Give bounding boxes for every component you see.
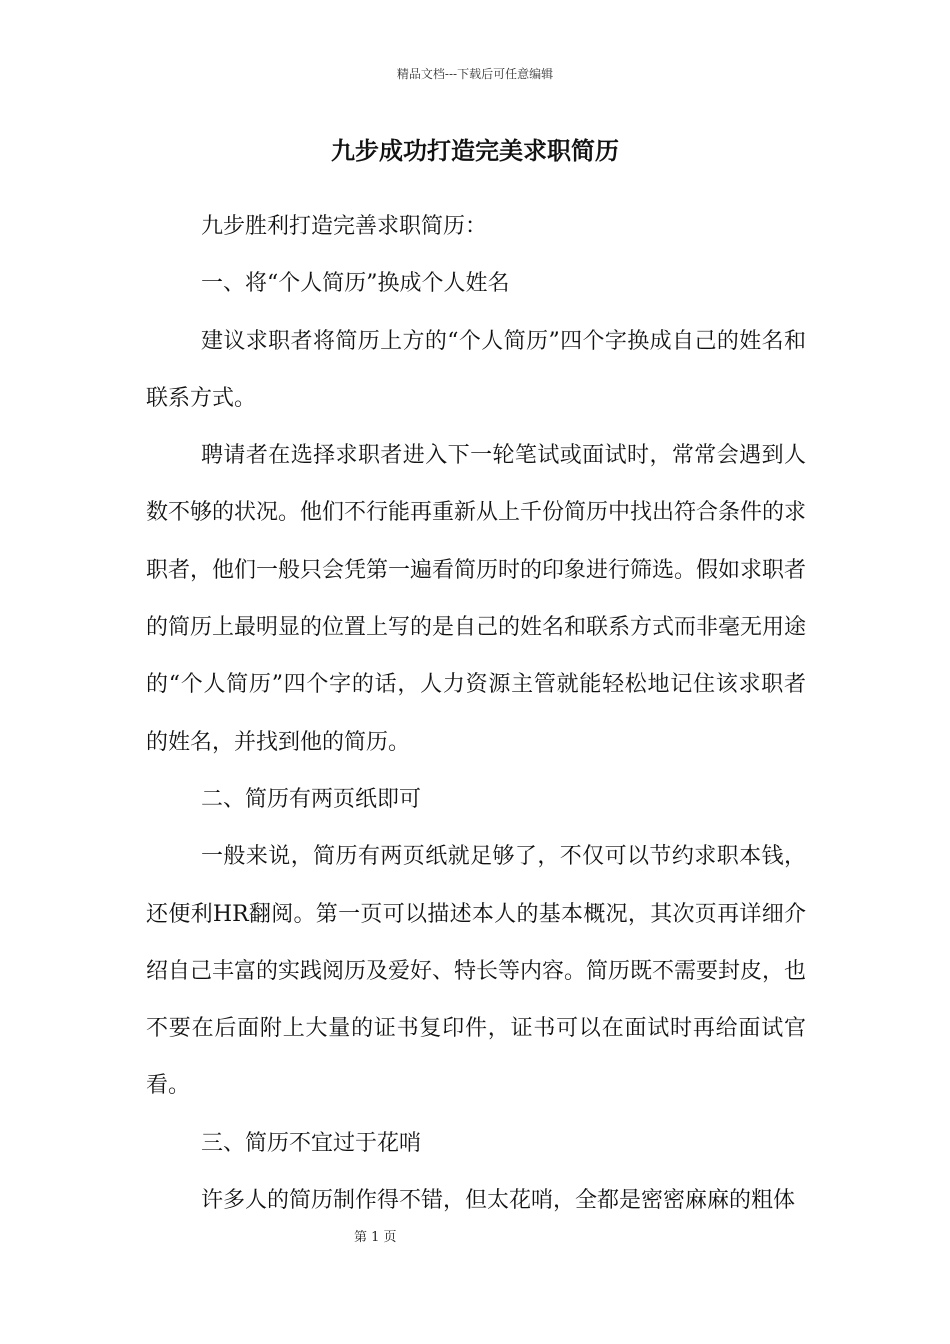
section-heading-3: 三、简历不宜过于花哨 [201, 1130, 422, 1156]
document-body [146, 198, 806, 1229]
paragraph-intro: 九步胜利打造完善求职简历： [201, 214, 488, 239]
page-header: 精品文档---下载后可任意编辑 [396, 67, 554, 81]
paragraph: 建议求职者将简历上方的“个人简历”四个字换成自己的姓名和联系方式。 [146, 328, 806, 411]
paragraph: 许多人的简历制作得不错，但太花哨，全都是密密麻麻的粗体 [201, 1188, 796, 1214]
section-heading-2: 二、简历有两页纸即可 [201, 786, 422, 812]
paragraph: 一般来说，简历有两页纸就足够了，不仅可以节约求职本钱，还便利HR翻阅。第一页可以描述本人的基本概况，其次页再详细介绍自己丰富的实践阅历及爱好、特长等内容。简历既不需要封皮，也不要在后面附上大量的证书复印件，证书可以在面试时再给面试官看。 [146, 844, 807, 1099]
document-title: 九步成功打造完美求职简历 [331, 136, 619, 165]
section-heading-1: 一、将“个人简历”换成个人姓名 [201, 271, 510, 297]
paragraph: 聘请者在选择求职者进入下一轮笔试或面试时，常常会遇到人数不够的状况。他们不行能再重新从上千份简历中找出符合条件的求职者，他们一般只会凭第一遍看简历时的印象进行筛选。假如求职者的简历上最明显的位置上写的是自己的姓名和联系方式而非毫无用途的“个人简历”四个字的话，人力资源主管就能轻松地记住该求职者的姓名，并找到他的简历。 [146, 443, 807, 755]
page-number: 第 1 页 [354, 1230, 397, 1245]
